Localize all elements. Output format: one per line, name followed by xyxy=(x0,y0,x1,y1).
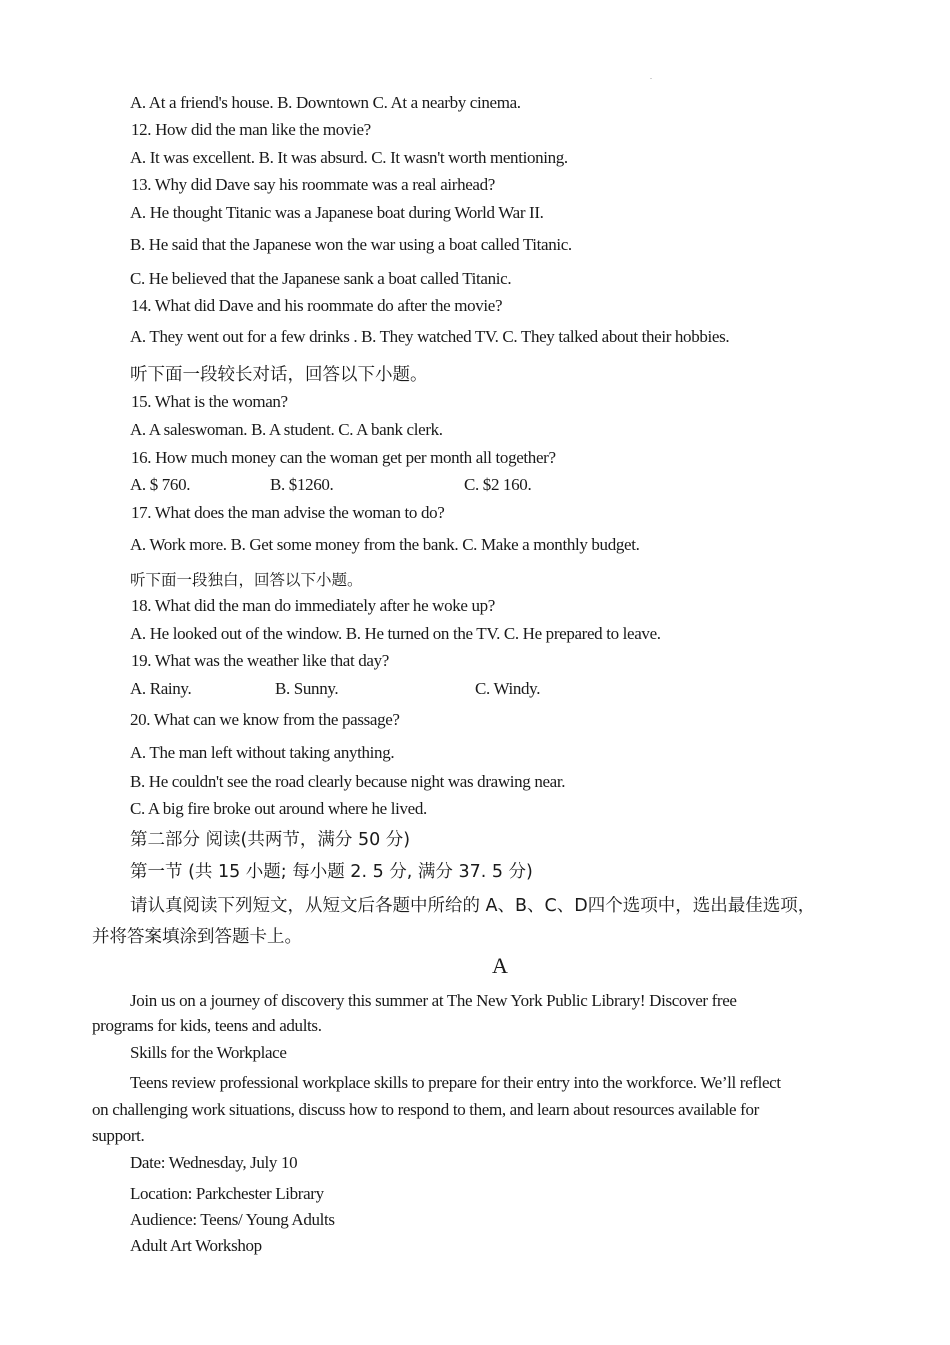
q12-question: 12. How did the man like the movie? xyxy=(131,120,371,139)
passage-intro-line2: programs for kids, teens and adults. xyxy=(92,1016,322,1035)
q13-question: 13. Why did Dave say his roommate was a real airhead? xyxy=(131,175,495,194)
q16-option-b: B. $1260. xyxy=(270,475,334,494)
q20-option-a: A. The man left without taking anything. xyxy=(130,743,395,762)
program-audience: Audience: Teens/ Young Adults xyxy=(130,1210,335,1229)
q19-question: 19. What was the weather like that day? xyxy=(131,651,389,670)
q13-option-a: A. He thought Titanic was a Japanese boat during World War II. xyxy=(130,203,544,222)
q17-options: A. Work more. B. Get some money from the bank. C. Make a monthly budget. xyxy=(130,535,640,554)
program-desc-line1: Teens review professional workplace skills to prepare for their entry into the workforce. We’ll reflect xyxy=(130,1073,781,1092)
q13-option-b: B. He said that the Japanese won the war using a boat called Titanic. xyxy=(130,235,572,254)
q17-question: 17. What does the man advise the woman to do? xyxy=(131,503,445,522)
q14-options: A. They went out for a few drinks . B. They watched TV. C. They talked about their hobbies. xyxy=(130,327,730,346)
q11-options: A. At a friend's house. B. Downtown C. At a nearby cinema. xyxy=(130,93,521,112)
q18-question: 18. What did the man do immediately after he woke up? xyxy=(131,596,495,615)
program-date: Date: Wednesday, July 10 xyxy=(130,1153,298,1172)
section-instruction-monologue: 听下面一段独白，回答以下小题。 xyxy=(130,571,363,589)
q12-options: A. It was excellent. B. It was absurd. C. It wasn't worth mentioning. xyxy=(130,148,568,167)
program-desc-line3: support. xyxy=(92,1126,145,1145)
q16-option-a: A. $ 760. xyxy=(130,475,191,494)
q18-options: A. He looked out of the window. B. He turned on the TV. C. He prepared to leave. xyxy=(130,624,661,643)
passage-title: A xyxy=(492,953,508,978)
section-one-heading: 第一节 (共 15 小题; 每小题 2. 5 分, 满分 37. 5 分) xyxy=(130,862,533,882)
passage-intro-line1: Join us on a journey of discovery this summer at The New York Public Library! Discover free xyxy=(130,991,737,1010)
q16-question: 16. How much money can the woman get per month all together? xyxy=(131,448,556,467)
program-location: Location: Parkchester Library xyxy=(130,1184,324,1203)
q19-option-c: C. Windy. xyxy=(475,679,541,698)
reading-instruction-line2: 并将答案填涂到答题卡上。 xyxy=(92,927,302,947)
q15-question: 15. What is the woman? xyxy=(131,392,288,411)
q20-question: 20. What can we know from the passage? xyxy=(130,710,400,729)
page-mark: . xyxy=(650,72,652,81)
program-title-workplace: Skills for the Workplace xyxy=(130,1043,287,1062)
q14-question: 14. What did Dave and his roommate do after the movie? xyxy=(131,296,503,315)
q20-option-b: B. He couldn't see the road clearly because night was drawing near. xyxy=(130,772,566,791)
q16-option-c: C. $2 160. xyxy=(464,475,532,494)
reading-instruction-line1: 请认真阅读下列短文，从短文后各题中所给的 A、B、C、D四个选项中，选出最佳选项， xyxy=(130,896,816,916)
program-desc-line2: on challenging work situations, discuss how to respond to them, and learn about resources available for xyxy=(92,1100,759,1119)
q19-option-a: A. Rainy. xyxy=(130,679,192,698)
section-instruction-dialogue: 听下面一段较长对话，回答以下小题。 xyxy=(130,365,428,385)
q13-option-c: C. He believed that the Japanese sank a boat called Titanic. xyxy=(130,269,512,288)
q15-options: A. A saleswoman. B. A student. C. A bank clerk. xyxy=(130,420,443,439)
q19-option-b: B. Sunny. xyxy=(275,679,339,698)
q20-option-c: C. A big fire broke out around where he lived. xyxy=(130,799,427,818)
program-title-art-workshop: Adult Art Workshop xyxy=(130,1236,262,1255)
part-two-heading: 第二部分 阅读(共两节，满分 50 分) xyxy=(130,830,411,850)
